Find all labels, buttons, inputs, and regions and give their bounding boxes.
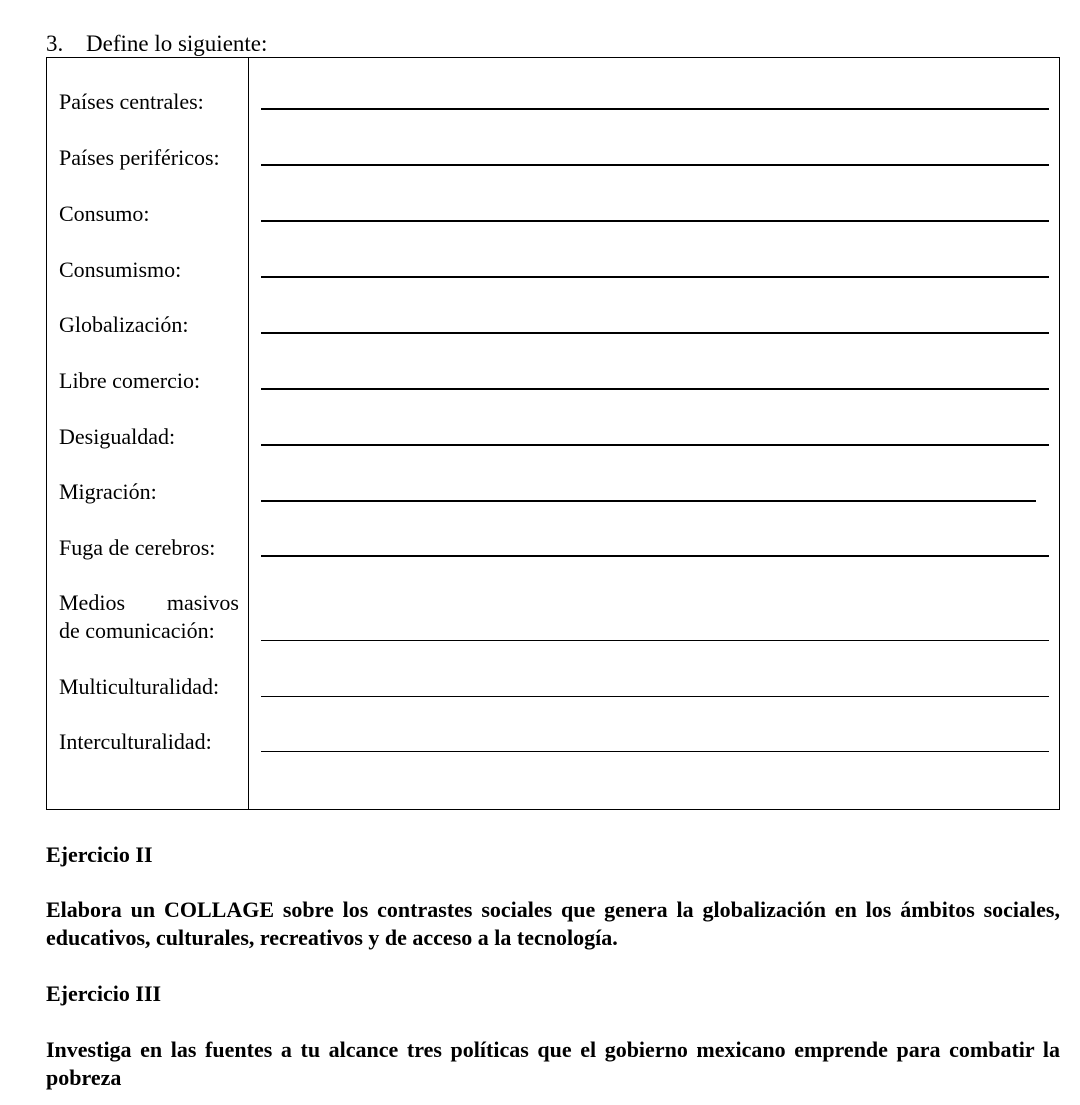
answer-line-paises-centrales[interactable] [261,108,1049,110]
term-libre-comercio: Libre comercio: [59,368,201,393]
answer-line-libre-comercio[interactable] [261,388,1049,390]
ejercicio-2-text: Elabora un COLLAGE sobre los contrastes sociales que genera la globalización en los ámbitos sociales, educativos, culturales, recreativos y de acceso a la tecnología. [46,897,1060,950]
ejercicio-2-title: Ejercicio II [46,842,153,867]
term-medios-word1: Medios [59,590,125,615]
answer-line-paises-perifericos[interactable] [261,164,1049,166]
answer-line-consumo[interactable] [261,220,1049,222]
ejercicio-3-text: Investiga en las fuentes a tu alcance tres políticas que el gobierno mexicano emprende para combatir la pobreza [46,1037,1060,1090]
answer-line-fuga-de-cerebros[interactable] [261,555,1049,557]
answer-line-globalizacion[interactable] [261,332,1049,334]
question-prompt: Define lo siguiente: [86,31,268,56]
term-paises-perifericos: Países periféricos: [59,145,220,170]
term-medios-line2: de comunicación: [59,618,215,643]
term-fuga-de-cerebros: Fuga de cerebros: [59,535,216,560]
table-divider [248,58,249,809]
term-consumo: Consumo: [59,201,150,226]
definitions-table [46,57,1060,810]
term-interculturalidad: Interculturalidad: [59,729,212,754]
term-consumismo: Consumismo: [59,257,182,282]
question-header [46,30,267,58]
term-paises-centrales: Países centrales: [59,89,204,114]
answer-line-migracion[interactable] [261,500,1036,502]
answer-line-multiculturalidad[interactable] [261,696,1049,697]
answer-line-desigualdad[interactable] [261,444,1049,446]
term-migracion: Migración: [59,479,157,504]
term-medios-masivos [59,589,239,645]
term-medios-word2: masivos [166,590,239,615]
answer-line-consumismo[interactable] [261,276,1049,278]
term-desigualdad: Desigualdad: [59,424,176,449]
question-number: 3. [46,31,64,56]
answer-line-medios-masivos[interactable] [261,640,1049,641]
term-multiculturalidad: Multiculturalidad: [59,674,220,699]
answer-line-interculturalidad[interactable] [261,751,1049,752]
ejercicio-3-title: Ejercicio III [46,981,162,1006]
term-globalizacion: Globalización: [59,312,189,337]
